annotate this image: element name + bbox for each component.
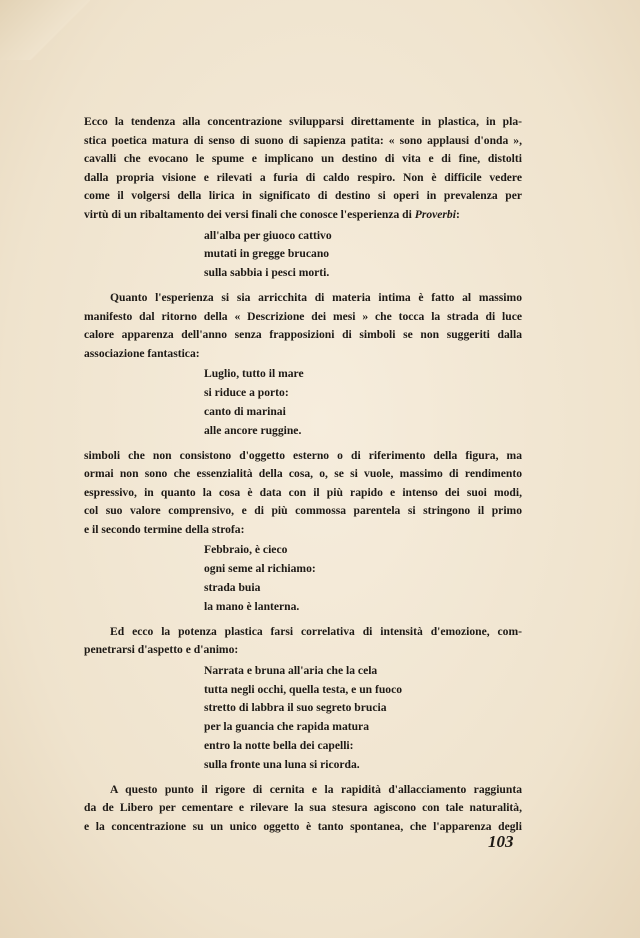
text-fragment: : [455,207,460,221]
text-line: e la concentrazione su un unico oggetto è tanto spontanea, che l'apparenza degli [84,819,522,833]
verse-line: sulla fronte una luna si ricorda. [204,757,360,771]
text-line [84,206,522,225]
verse-line: entro la notte bella dei capelli: [204,739,354,753]
text-fragment: virtù di un ribaltamento dei versi finali che conosce l'esperienza di [84,207,415,221]
text-line: ormai non sono che essenzialità della cosa, o, se si vuole, massimo di rendimento [84,467,522,481]
verse-line: sulla sabbia i pesci morti. [204,266,330,280]
text-line: da de Libero per cementare e rilevare la sua stesura agiscono con tale naturalità, [84,801,522,815]
text-line: Ed ecco la potenza plastica farsi correlativa di intensità d'emozione, com- [110,624,522,638]
text-line: associazione fantastica: [84,346,200,360]
text-line: manifesto dal ritorno della « Descrizione dei mesi » che tocca la strada di luce [84,309,522,323]
book-title-proverbi: Proverbi [414,207,456,221]
text-line: col suo valore comprensivo, e di più commossa parentela si stringono il primo [84,504,522,518]
page-number: 103 [488,832,514,851]
verse-4 [84,662,522,775]
verse-line: ogni seme al richiamo: [204,562,316,576]
page-body [84,113,522,836]
verse-line: Febbraio, è cieco [204,543,288,557]
verse-line: per la guancia che rapida matura [204,720,369,734]
verse-line: mutati in gregge brucano [204,247,330,261]
text-line: dalla propria visione e rilevati a furia di caldo respiro. Non è difficile vedere [84,170,522,184]
text-line: stica poetica matura di senso di suono di sapienza patita: « sono applausi d'onda », [84,133,522,147]
text-line: cavalli che evocano le spume e implicano un destino di vita e di fine, distolti [84,152,522,166]
paragraph-4 [84,623,522,660]
verse-line: strada buia [204,581,261,595]
text-line: Ecco la tendenza alla concentrazione svilupparsi direttamente in plastica, in pla- [84,115,522,128]
verse-line: si riduce a porto: [204,386,289,400]
text-line: penetrarsi d'aspetto e d'animo: [84,643,239,657]
verse-3 [84,541,522,616]
text-line: e il secondo termine della strofa: [84,522,245,536]
text-line: simboli che non consistono d'oggetto esterno o di riferimento della figura, ma [84,448,522,462]
text-line: come il volgersi della lirica in significato di destino si operi in prevalenza per [84,189,522,203]
paragraph-1 [84,113,522,225]
verse-line: tutta negli occhi, quella testa, e un fuoco [204,682,403,696]
verse-2 [84,365,522,440]
text-line: calore apparenza dell'anno senza frapposizioni di simboli se non suggeriti dalla [84,328,522,342]
page-corner-fold [0,0,90,60]
verse-line: stretto di labbra il suo segreto brucia [204,701,387,715]
verse-line: Luglio, tutto il mare [204,367,304,381]
verse-line: la mano è lanterna. [204,599,300,613]
verse-1 [84,227,522,283]
paragraph-2 [84,289,522,363]
paragraph-5 [84,781,522,837]
verse-line: Narrata e bruna all'aria che la cela [204,663,378,677]
verse-line: all'alba per giuoco cattivo [204,228,332,242]
verse-line: canto di marinai [204,404,286,418]
paragraph-3 [84,447,522,540]
text-line: Quanto l'esperienza si sia arricchita di materia intima è fatto al massimo [110,290,522,304]
verse-line: alle ancore ruggine. [204,423,302,437]
text-line: espressivo, in quanto la cosa è data con il più rapido e intenso dei suoi modi, [84,485,522,499]
text-line: A questo punto il rigore di cernita e la rapidità d'allacciamento raggiunta [110,782,522,796]
